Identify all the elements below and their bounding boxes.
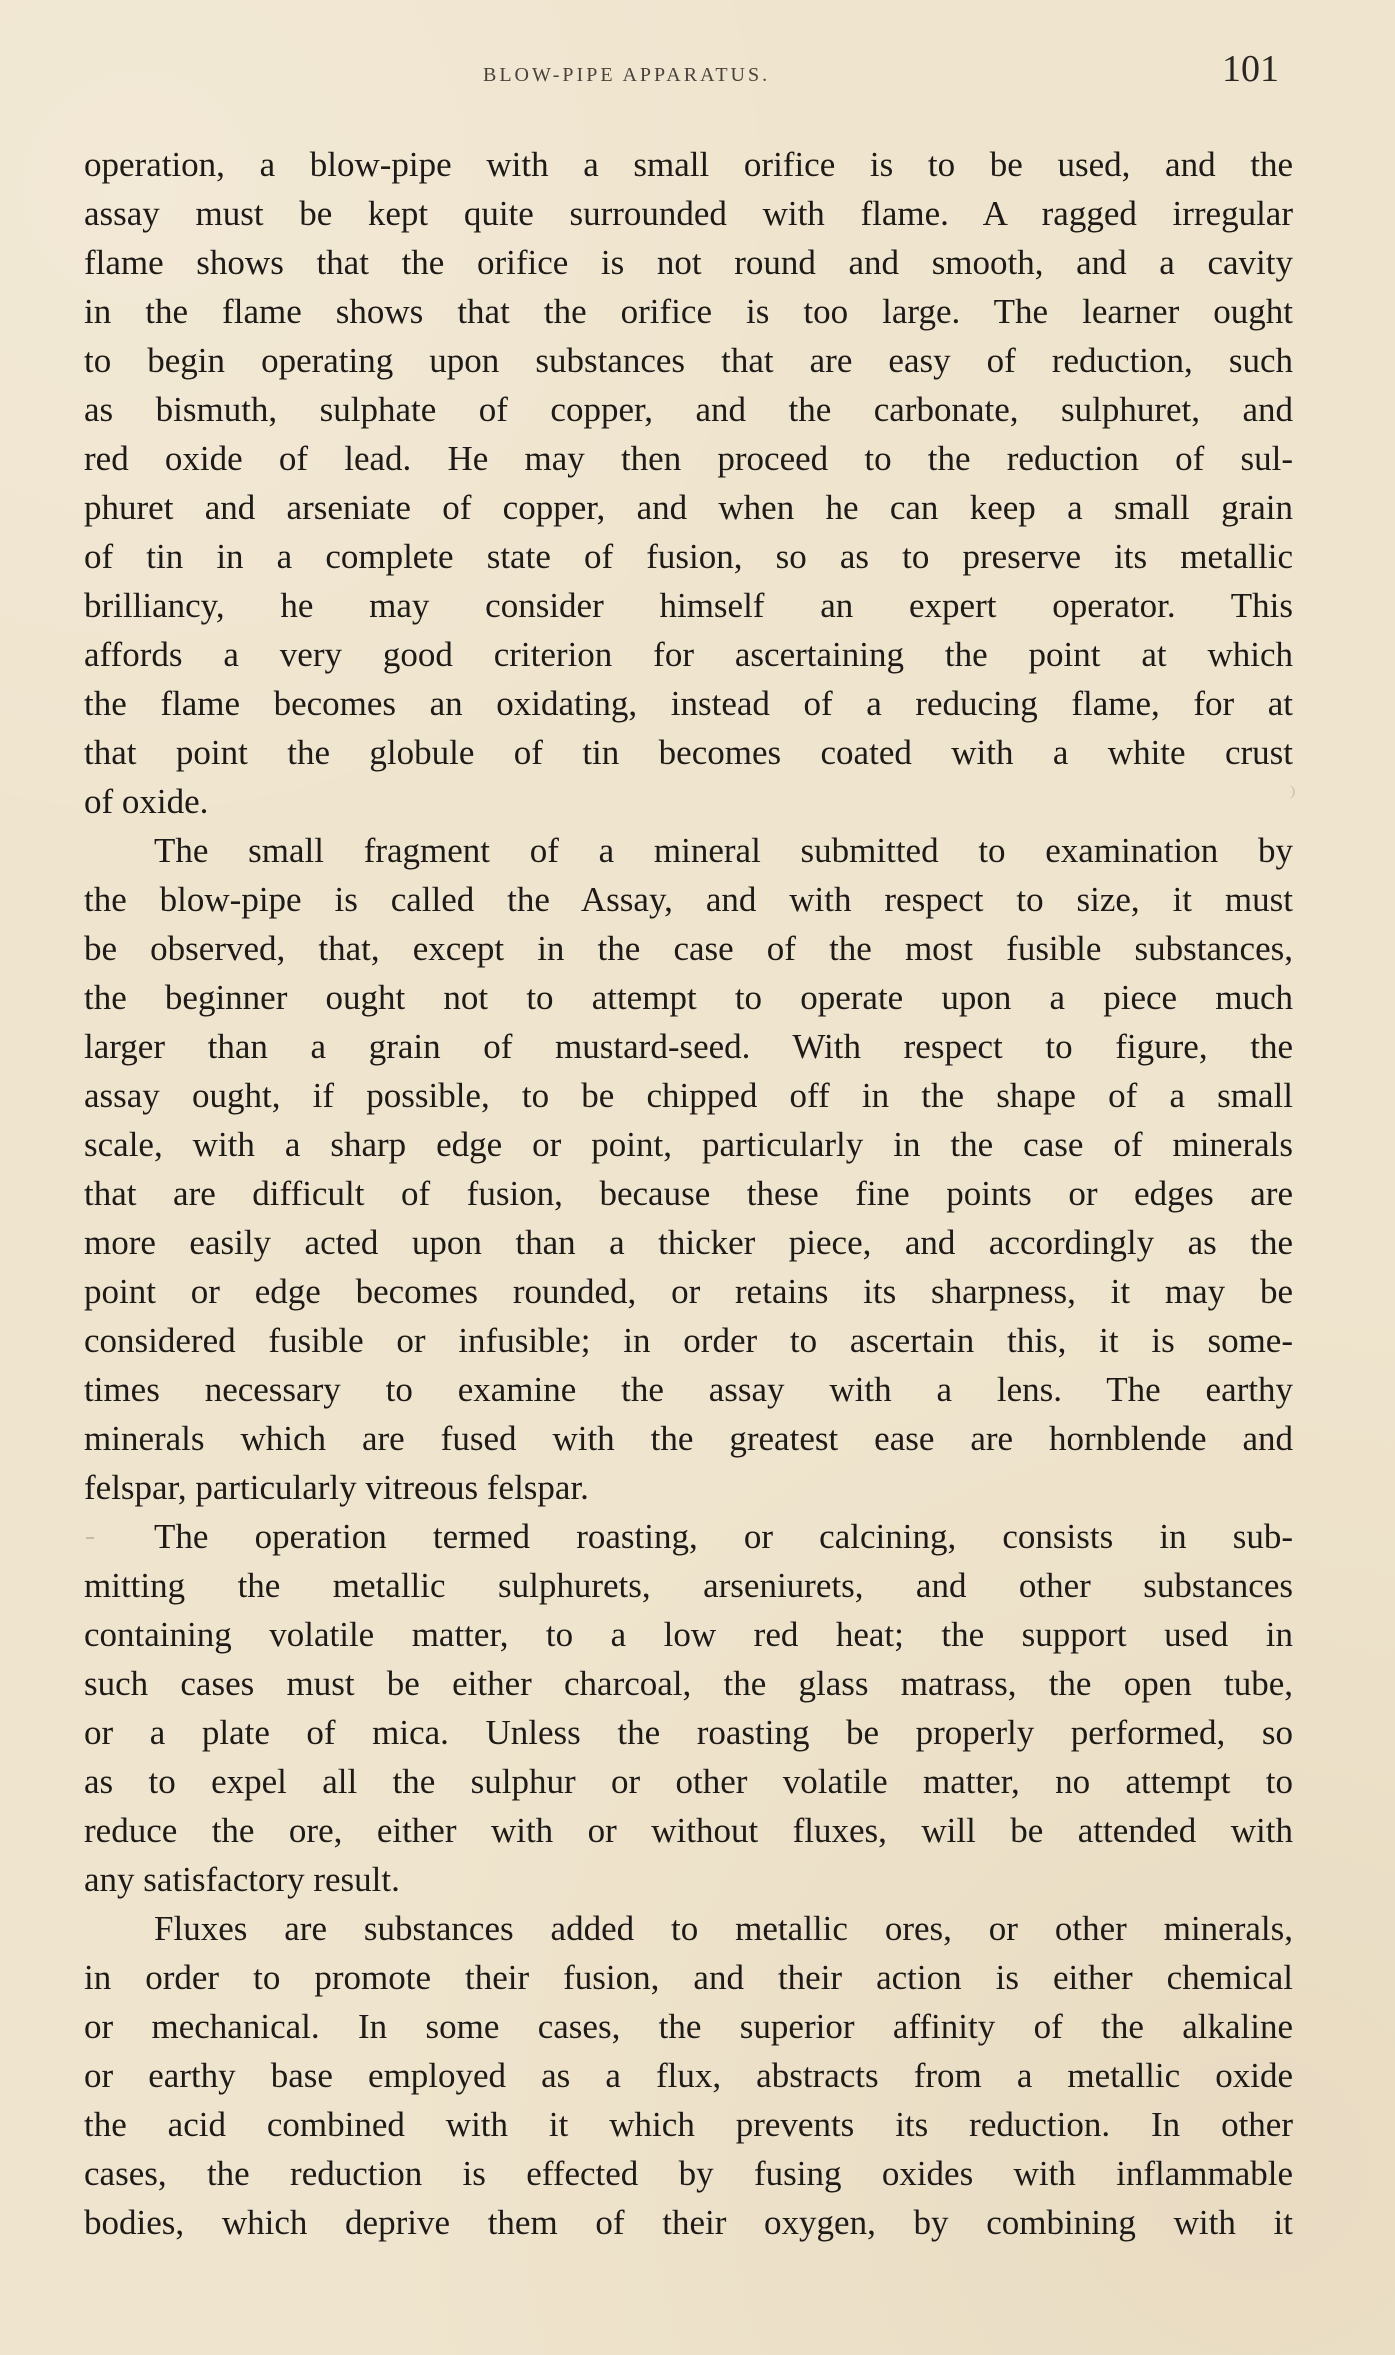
page-mark — [1285, 785, 1295, 799]
text-line: or mechanical. In some cases, the superior affinity of the alkaline — [84, 2007, 1293, 2046]
text-line: red oxide of lead. He may then proceed to the reduction of sul- — [84, 439, 1293, 478]
text-line: of oxide. — [84, 782, 209, 821]
text-line: mitting the metallic sulphurets, arseniurets, and other substances — [84, 1566, 1293, 1605]
text-line: scale, with a sharp edge or point, particularly in the case of minerals — [84, 1125, 1293, 1164]
text-line: in the flame shows that the orifice is too large. The learner ought — [84, 292, 1293, 331]
text-line: brilliancy, he may consider himself an expert operator. This — [84, 586, 1293, 625]
running-header: BLOW-PIPE APPARATUS. — [483, 64, 771, 86]
text-line: or a plate of mica. Unless the roasting be properly performed, so — [84, 1713, 1293, 1752]
text-line: as to expel all the sulphur or other volatile matter, no attempt to — [84, 1762, 1293, 1801]
text-line: the acid combined with it which prevents its reduction. In other — [84, 2105, 1293, 2144]
text-line: phuret and arseniate of copper, and when he can keep a small grain — [84, 488, 1293, 527]
text-line: felspar, particularly vitreous felspar. — [84, 1468, 589, 1507]
text-line: operation, a blow-pipe with a small orifice is to be used, and the — [84, 145, 1293, 184]
text-line: the flame becomes an oxidating, instead of a reducing flame, for at — [84, 684, 1293, 723]
text-line: considered fusible or infusible; in order to ascertain this, it is some- — [84, 1321, 1293, 1360]
text-line: that are difficult of fusion, because these fine points or edges are — [84, 1174, 1293, 1213]
text-line: any satisfactory result. — [84, 1860, 400, 1899]
paragraph-start-line: The small fragment of a mineral submitted to examination by — [154, 831, 1293, 870]
text-line: cases, the reduction is effected by fusing oxides with inflammable — [84, 2154, 1293, 2193]
text-line: that point the globule of tin becomes coated with a white crust — [84, 733, 1293, 772]
text-line: such cases must be either charcoal, the glass matrass, the open tube, — [84, 1664, 1293, 1703]
paragraph-start-line: Fluxes are substances added to metallic ores, or other minerals, — [154, 1909, 1293, 1948]
text-line: the beginner ought not to attempt to operate upon a piece much — [84, 978, 1293, 1017]
paragraph-start-line: The operation termed roasting, or calcining, consists in sub- — [154, 1517, 1293, 1556]
text-line: assay must be kept quite surrounded with flame. A ragged irregular — [84, 194, 1293, 233]
text-line: or earthy base employed as a flux, abstracts from a metallic oxide — [84, 2056, 1293, 2095]
text-line: to begin operating upon substances that are easy of reduction, such — [84, 341, 1293, 380]
text-line: point or edge becomes rounded, or retains its sharpness, it may be — [84, 1272, 1293, 1311]
text-line: times necessary to examine the assay with a lens. The earthy — [84, 1370, 1293, 1409]
text-line: bodies, which deprive them of their oxygen, by combining with it — [84, 2203, 1293, 2242]
text-line: larger than a grain of mustard-seed. With respect to figure, the — [84, 1027, 1293, 1066]
text-line: the blow-pipe is called the Assay, and with respect to size, it must — [84, 880, 1293, 919]
text-line: assay ought, if possible, to be chipped off in the shape of a small — [84, 1076, 1293, 1115]
page-mark — [86, 1537, 94, 1539]
body-text — [84, 140, 1293, 2247]
text-line: reduce the ore, either with or without fluxes, will be attended with — [84, 1811, 1293, 1850]
text-line: more easily acted upon than a thicker piece, and accordingly as the — [84, 1223, 1293, 1262]
text-line: of tin in a complete state of fusion, so as to preserve its metallic — [84, 537, 1293, 576]
text-line: be observed, that, except in the case of the most fusible substances, — [84, 929, 1293, 968]
text-line: as bismuth, sulphate of copper, and the carbonate, sulphuret, and — [84, 390, 1293, 429]
text-line: containing volatile matter, to a low red heat; the support used in — [84, 1615, 1293, 1654]
text-line: in order to promote their fusion, and their action is either chemical — [84, 1958, 1293, 1997]
text-line: flame shows that the orifice is not round and smooth, and a cavity — [84, 243, 1293, 282]
text-line: minerals which are fused with the greatest ease are hornblende and — [84, 1419, 1293, 1458]
text-line: affords a very good criterion for ascertaining the point at which — [84, 635, 1293, 674]
page-number: 101 — [1222, 48, 1279, 90]
